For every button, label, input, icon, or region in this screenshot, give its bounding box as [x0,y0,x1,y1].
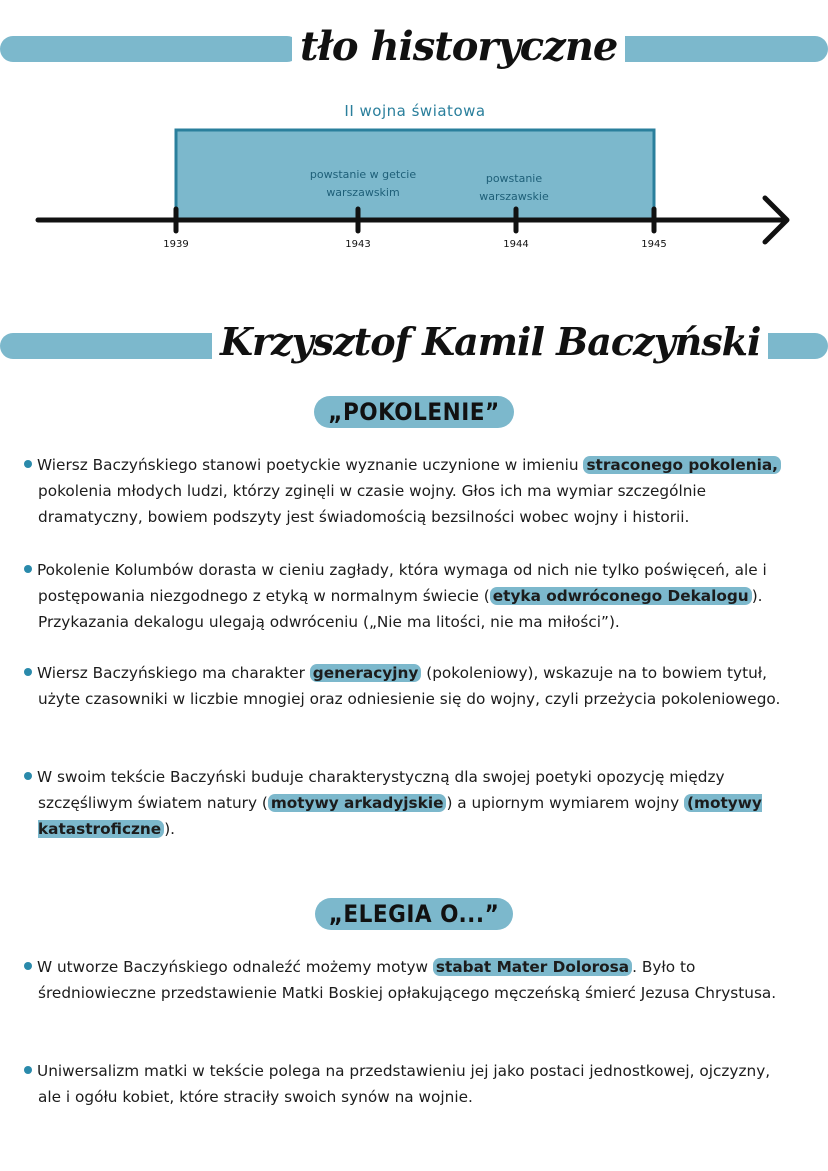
pokolenie-bullet-2: Pokolenie Kolumbów dorasta w cieniu zagłady, która wymaga od nich nie tylko poświęceń, ale i postępowania niezgodnego z etyką w normalnym świecie ( etyka odwróconego Dekalogu ). Przykazania dekalogu ulegają odwróceniu („Nie ma litości, nie ma miłości”). [24,557,794,635]
event-1943-line1: powstanie w getcie [309,168,417,181]
bullet-dot-icon [24,565,32,573]
bullet-dot-icon [24,962,32,970]
highlight: straconego pokolenia, [583,456,781,474]
bullet-dot-icon [24,1066,32,1074]
event-1944-line1: powstanie [485,172,543,185]
section-title-background: tło historyczne [292,22,625,72]
pokolenie-bullet-4: W swoim tekście Baczyński buduje charakterystyczną dla swojej poetyki opozycję między szczęśliwym światem natury ( motywy arkadyjskie ) a upiornym wymiarem wojny (motywy katastroficzne ). [24,764,794,842]
year-1943: 1943 [345,239,371,250]
highlight: motywy arkadyjskie [268,794,447,812]
bullet-dot-icon [24,668,32,676]
event-1943-line2: warszawskim [326,186,400,199]
elegia-heading [0,898,828,930]
year-1945: 1945 [641,239,667,250]
bullet-dot-icon [24,772,32,780]
era-label: II wojna światowa [344,102,486,120]
highlight: (motywy katastroficzne [38,794,762,838]
event-1944-line2: warszawskie [479,190,549,203]
pokolenie-title: „POKOLENIE” [314,396,513,428]
elegia-bullet-2: Uniwersalizm matki w tekście polega na przedstawieniu jej jako postaci jednostkowej, ojczyzny, ale i ogółu kobiet, które straciły swoich synów na wojnie. [24,1058,794,1110]
year-1939: 1939 [163,239,189,250]
bullet-dot-icon [24,460,32,468]
highlight: generacyjny [310,664,422,682]
pokolenie-heading [0,396,828,428]
year-1944: 1944 [503,239,529,250]
header-band-left [0,36,300,62]
timeline [0,120,828,260]
elegia-bullet-1: W utworze Baczyńskiego odnaleźć możemy motyw stabat Mater Dolorosa . Było to średniowieczne przedstawienie Matki Boskiej opłakującego męczeńską śmierć Jezusa Chrystusa. [24,954,794,1006]
author-band-left [0,333,230,359]
pokolenie-bullet-3: Wiersz Baczyńskiego ma charakter generacyjny (pokoleniowy), wskazuje na to bowiem tytuł, użyte czasowniki w liczbie mnogiej oraz odniesienie się do wojny, czyli przeżycia pokoleniowego. [24,660,794,712]
pokolenie-bullet-1: Wiersz Baczyńskiego stanowi poetyckie wyznanie uczynione w imieniu straconego pokolenia, pokolenia młodych ludzi, którzy zginęli w czasie wojny. Głos ich ma wymiar szczególnie dramatyczny, bowiem podszyty jest świadomością bezsilności wobec wojny i historii. [24,452,794,530]
elegia-title: „ELEGIA O...” [315,898,514,930]
highlight: stabat Mater Dolorosa [433,958,632,976]
highlight: etyka odwróconego Dekalogu [490,587,752,605]
author-name: Krzysztof Kamil Baczyński [212,316,768,368]
